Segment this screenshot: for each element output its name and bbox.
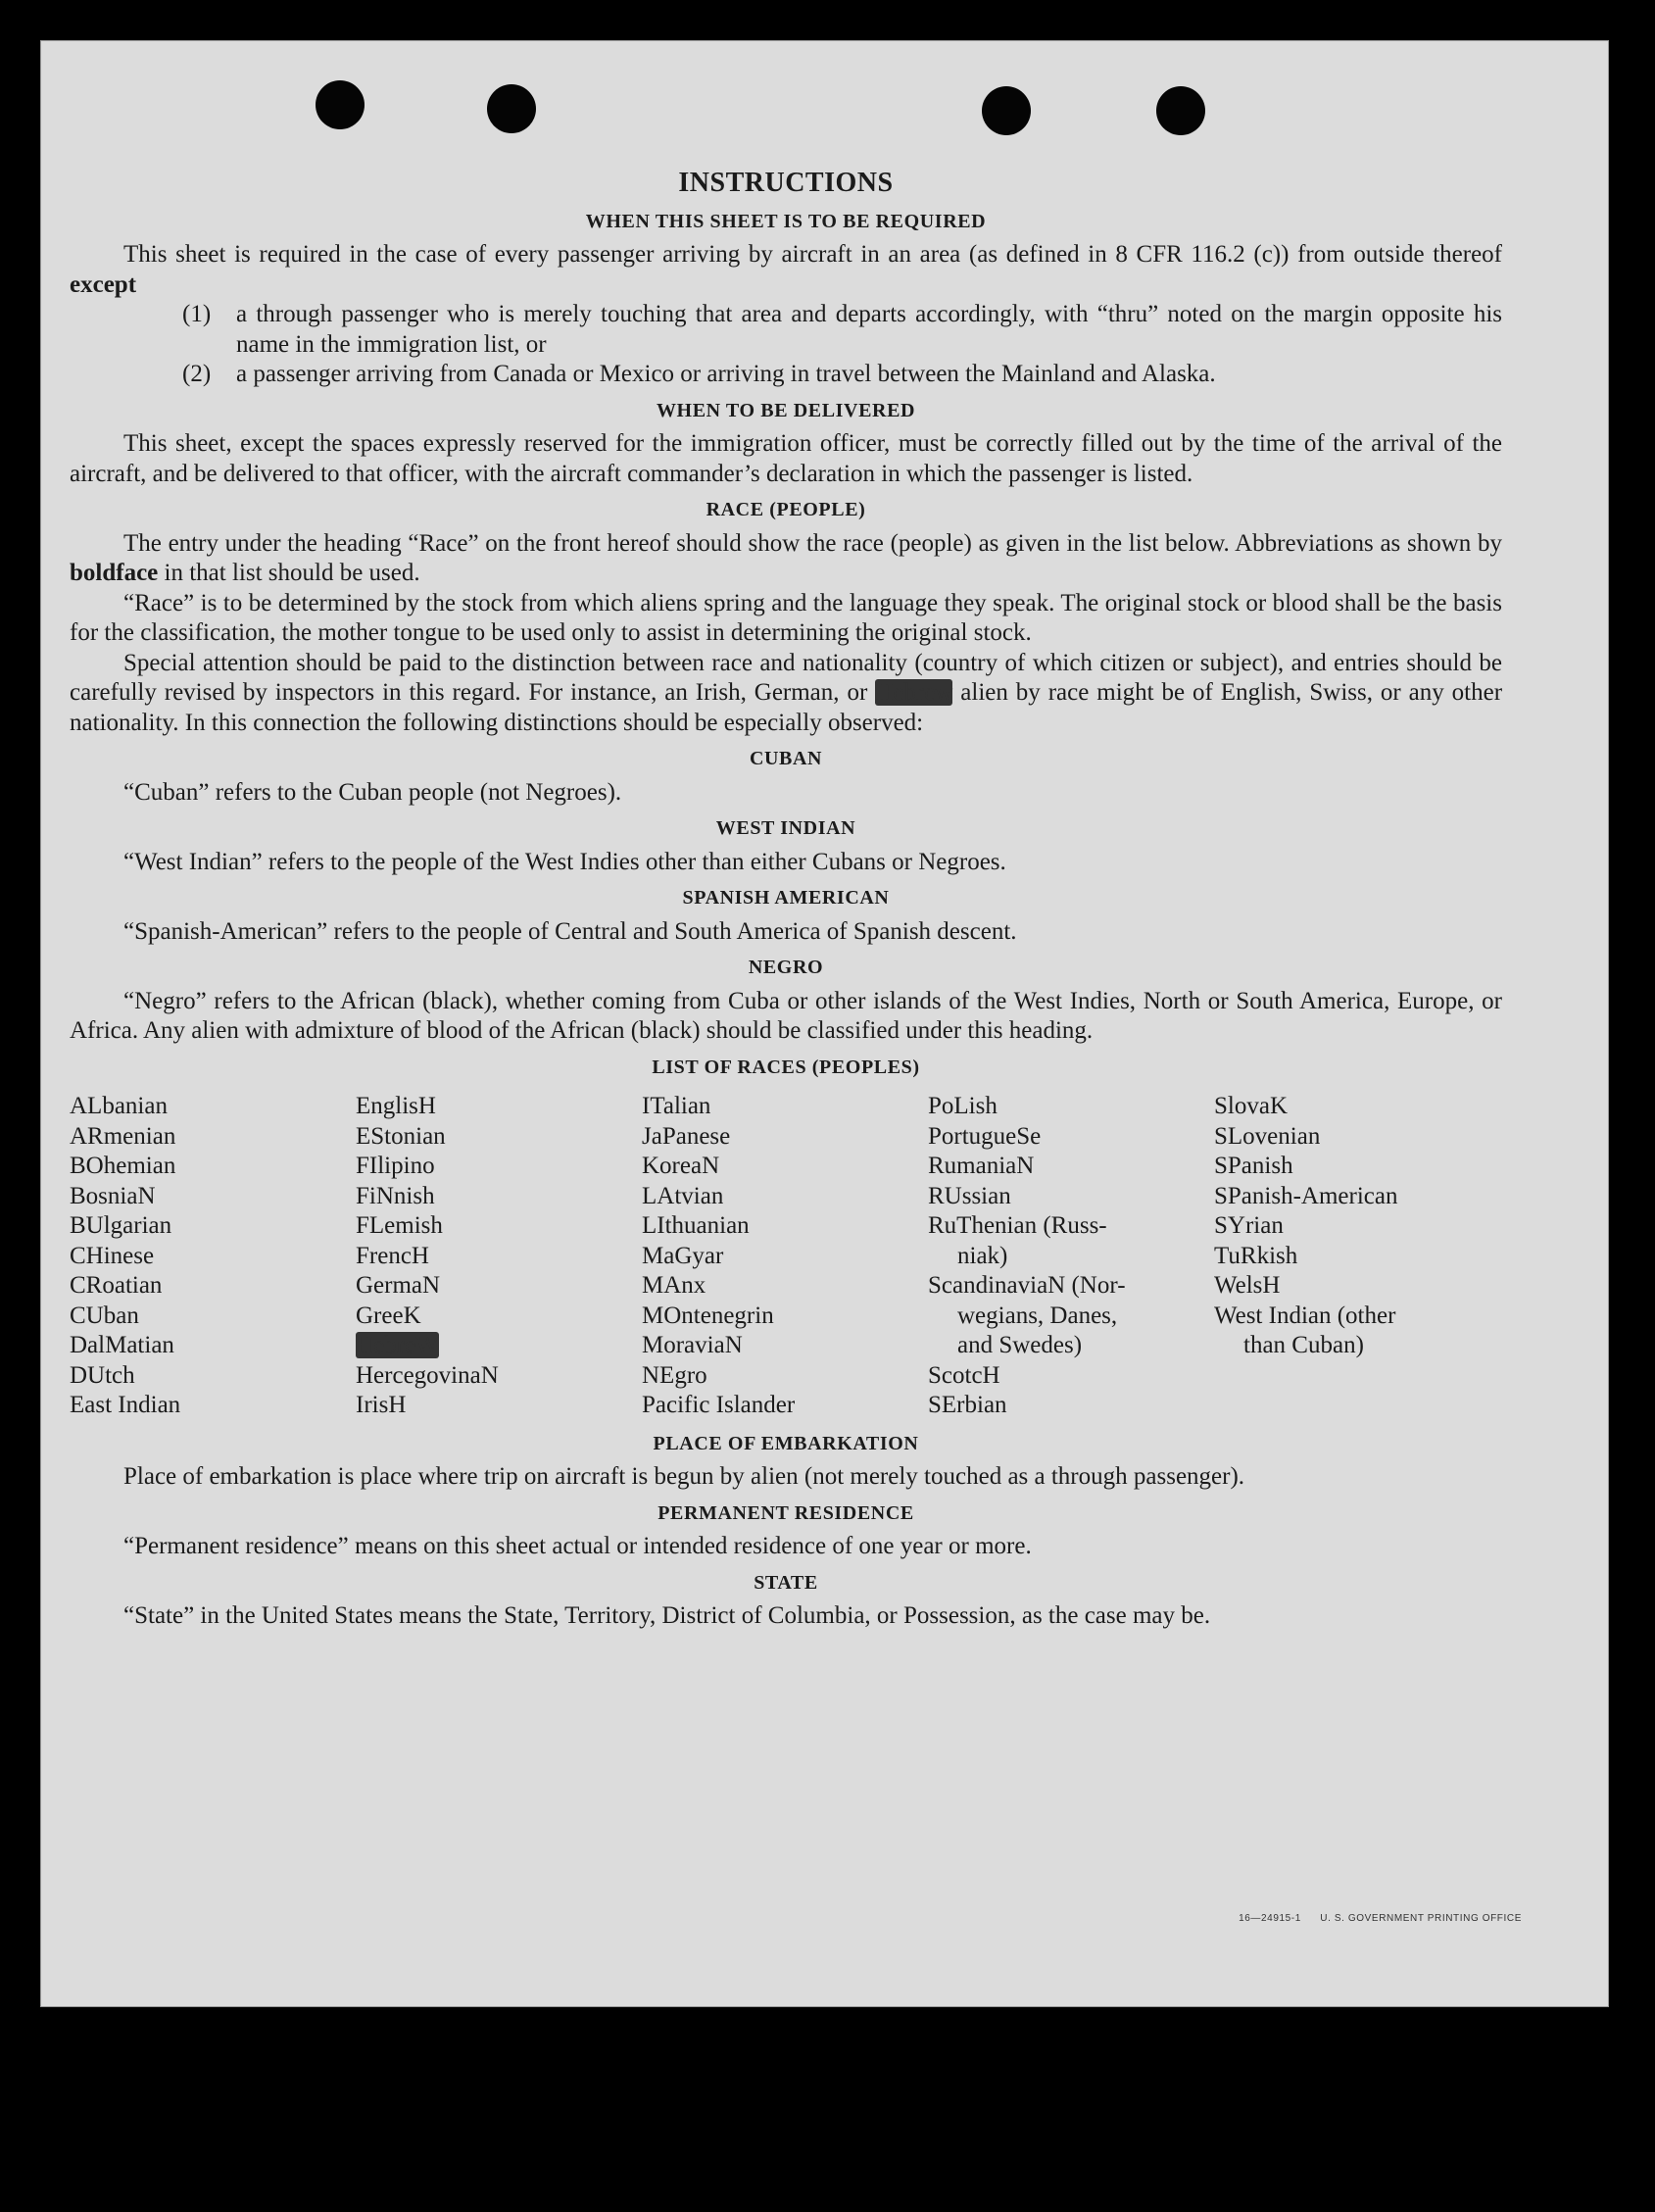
race-entry: ALbanian bbox=[70, 1093, 168, 1119]
race-entry: East Indian bbox=[70, 1392, 181, 1418]
race-entry: TuRkish bbox=[1214, 1242, 1298, 1269]
race-entry: FIlipino bbox=[356, 1153, 435, 1179]
spanish-american-text: “Spanish-American” refers to the people of Central and South America of Spanish descent. bbox=[123, 917, 1017, 945]
race-entry: DUtch bbox=[70, 1361, 135, 1389]
race-entry: CUban bbox=[70, 1302, 139, 1329]
races-column-5 bbox=[1214, 1092, 1500, 1421]
race-entry: ScandinaviaN (Nor- bbox=[928, 1272, 1126, 1299]
race-entry: wegians, Danes, bbox=[957, 1302, 1118, 1329]
struck-word: Hebrew bbox=[875, 679, 953, 706]
heading-west-indian: WEST INDIAN bbox=[715, 817, 856, 839]
race-entry: MoraviaN bbox=[642, 1332, 743, 1358]
race-entry: West Indian (other bbox=[1214, 1302, 1396, 1329]
race-entry: GermaN bbox=[356, 1272, 441, 1299]
heading-negro: NEGRO bbox=[748, 957, 824, 978]
punch-hole-4 bbox=[1156, 86, 1205, 135]
race-entry: HercegovinaN bbox=[356, 1361, 499, 1389]
race-entry: CHinese bbox=[70, 1242, 155, 1269]
race-entry: GreeK bbox=[356, 1302, 421, 1329]
race-entry: SYrian bbox=[1214, 1212, 1284, 1239]
form-page bbox=[40, 40, 1609, 2007]
races-column-1 bbox=[70, 1092, 356, 1421]
race-entry: FLemish bbox=[356, 1212, 443, 1239]
race-entry: than Cuban) bbox=[1243, 1332, 1364, 1358]
race-entry: SPanish-American bbox=[1214, 1182, 1398, 1209]
west-indian-text: “West Indian” refers to the people of the West Indies other than either Cubans or Negroes. bbox=[123, 848, 1006, 875]
required-intro: This sheet is required in the case of every passenger arriving by aircraft in an area (as defined in 8 CFR 116.2 (c)) from outside thereof except bbox=[70, 241, 1502, 298]
race-entry: BosniaN bbox=[70, 1182, 156, 1209]
race-entry: EStonian bbox=[356, 1122, 446, 1150]
race-entry: WelsH bbox=[1214, 1272, 1281, 1299]
printer-footer bbox=[1223, 1913, 1522, 1924]
races-list bbox=[70, 1092, 1502, 1421]
race-entry: RuThenian (Russ- bbox=[928, 1212, 1107, 1239]
race-paragraph-1: The entry under the heading “Race” on the front hereof should show the race (people) as given in the list below. Abbreviations as shown by boldface in that list should be used. bbox=[70, 529, 1502, 586]
race-entry: BUlgarian bbox=[70, 1212, 172, 1239]
embarkation-text: Place of embarkation is place where trip on aircraft is begun by alien (not merely touched as a through passenger). bbox=[123, 1463, 1245, 1490]
race-entry: ScotcH bbox=[928, 1361, 1000, 1389]
heading-permanent-residence: PERMANENT RESIDENCE bbox=[657, 1501, 914, 1524]
race-entry: CRoatian bbox=[70, 1272, 163, 1299]
form-number: 16—24915-1 bbox=[1239, 1913, 1301, 1924]
exception-item-1: (1) a through passenger who is merely touching that area and departs accordingly, with “thru” noted on the margin opposite his name in the immigration list, or bbox=[182, 301, 1502, 358]
race-entry: MOntenegrin bbox=[642, 1302, 774, 1329]
heading-when-delivered: WHEN TO BE DELIVERED bbox=[656, 399, 916, 421]
heading-state: STATE bbox=[754, 1571, 818, 1594]
exception-item-2: (2) a passenger arriving from Canada or Mexico or arriving in travel between the Mainland and Alaska. bbox=[182, 361, 1216, 387]
races-column-4 bbox=[928, 1092, 1214, 1421]
negro-text: “Negro” refers to the African (black), whether coming from Cuba or other islands of the West Indies, North or South America, Europe, or Africa. Any alien with admixture of blood of the African (black) should be classified under this heading. bbox=[70, 987, 1502, 1044]
printer-imprint: U. S. GOVERNMENT PRINTING OFFICE bbox=[1320, 1913, 1522, 1924]
instructions-content bbox=[70, 169, 1502, 1632]
race-entry: LAtvian bbox=[642, 1182, 724, 1209]
race-entry: EnglisH bbox=[356, 1093, 436, 1119]
race-entry: SPanish bbox=[1214, 1153, 1293, 1179]
race-entry: SErbian bbox=[928, 1392, 1007, 1418]
punch-hole-3 bbox=[982, 86, 1031, 135]
race-entry: Pacific Islander bbox=[642, 1392, 796, 1418]
race-entry: SLovenian bbox=[1214, 1122, 1321, 1150]
delivered-text: This sheet, except the spaces expressly reserved for the immigration officer, must be correctly filled out by the time of the arrival of the aircraft, and be delivered to that officer, with the aircraft commander’s declaration in which the passenger is listed. bbox=[70, 430, 1502, 487]
race-entry: JaPanese bbox=[642, 1122, 731, 1150]
heading-race: RACE (PEOPLE) bbox=[706, 499, 866, 520]
race-entry: LIthuanian bbox=[642, 1212, 750, 1239]
race-entry: MaGyar bbox=[642, 1242, 724, 1269]
races-column-3 bbox=[642, 1092, 928, 1421]
race-entry: FiNnish bbox=[356, 1182, 435, 1209]
race-entry: RUssian bbox=[928, 1182, 1011, 1209]
race-entry: PortugueSe bbox=[928, 1122, 1042, 1150]
race-entry: MAnx bbox=[642, 1272, 706, 1299]
heading-list-of-races: LIST OF RACES (PEOPLES) bbox=[652, 1056, 920, 1078]
punch-hole-1 bbox=[316, 80, 365, 129]
race-entry: IrisH bbox=[356, 1392, 407, 1418]
race-entry-struck: HebreW bbox=[356, 1332, 439, 1358]
punch-hole-2 bbox=[487, 84, 536, 133]
heading-spanish-american: SPANISH AMERICAN bbox=[682, 887, 890, 909]
race-entry: NEgro bbox=[642, 1361, 707, 1389]
race-entry: BOhemian bbox=[70, 1153, 176, 1179]
races-column-2 bbox=[356, 1092, 642, 1421]
race-entry: DalMatian bbox=[70, 1332, 174, 1358]
race-entry: SlovaK bbox=[1214, 1093, 1288, 1119]
heading-when-required: WHEN THIS SHEET IS TO BE REQUIRED bbox=[585, 210, 987, 232]
permanent-residence-text: “Permanent residence” means on this sheet actual or intended residence of one year or more. bbox=[123, 1533, 1032, 1559]
race-entry: ITalian bbox=[642, 1093, 711, 1119]
race-entry: ARmenian bbox=[70, 1122, 176, 1150]
state-text: “State” in the United States means the State, Territory, District of Columbia, or Possession, as the case may be. bbox=[123, 1602, 1211, 1629]
heading-embarkation: PLACE OF EMBARKATION bbox=[653, 1432, 919, 1454]
heading-cuban: CUBAN bbox=[749, 748, 823, 769]
race-entry: and Swedes) bbox=[957, 1332, 1083, 1358]
race-entry: KoreaN bbox=[642, 1153, 720, 1179]
race-entry: PoLish bbox=[928, 1093, 998, 1119]
race-entry: FrencH bbox=[356, 1242, 429, 1269]
race-entry: RumaniaN bbox=[928, 1153, 1035, 1179]
race-paragraph-2: “Race” is to be determined by the stock from which aliens spring and the language they speak. The original stock or blood shall be the basis for the classification, the mother tongue to be used only to assist in determining the original stock. bbox=[70, 589, 1502, 646]
cuban-text: “Cuban” refers to the Cuban people (not Negroes). bbox=[123, 778, 622, 806]
race-paragraph-3: Special attention should be paid to the distinction between race and nationality (country of which citizen or subject), and entries should be carefully revised by inspectors in this regard. For instance, an Irish, German, or Hebrew alien by race might be of English, Swiss, or any other nationality. In this connection the following distinctions should be especially observed: bbox=[70, 649, 1503, 736]
page-title: INSTRUCTIONS bbox=[678, 168, 894, 198]
race-entry: niak) bbox=[957, 1242, 1008, 1269]
